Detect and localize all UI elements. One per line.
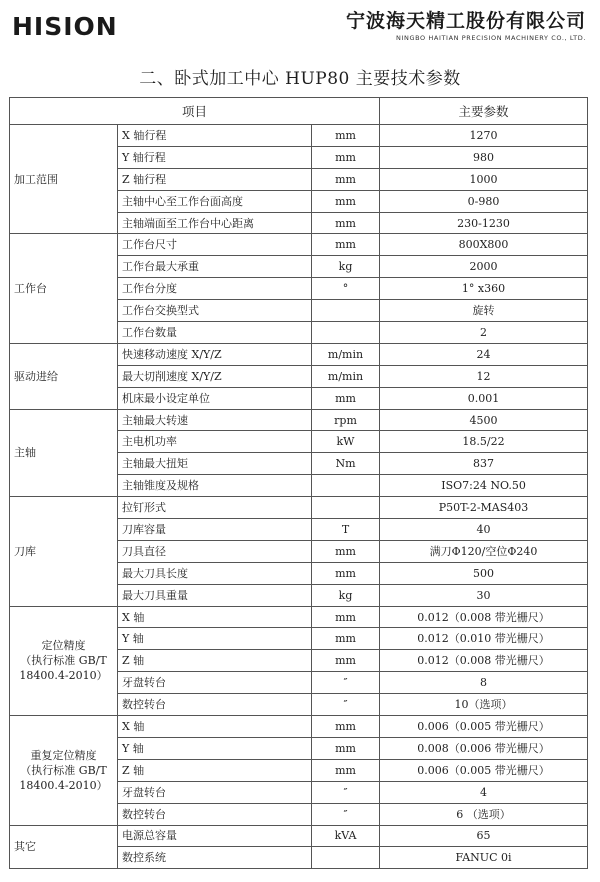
cell-unit: mm bbox=[312, 540, 380, 562]
group-label bbox=[10, 716, 118, 825]
cell-item: 电源总容量 bbox=[118, 825, 312, 847]
group-name: 加工范围 bbox=[14, 172, 58, 186]
cell-value: FANUC 0i bbox=[380, 847, 588, 869]
cell-item: 牙盘转台 bbox=[118, 672, 312, 694]
spec-table bbox=[9, 97, 588, 869]
cell-value: 2000 bbox=[380, 256, 588, 278]
group-name: 主轴 bbox=[14, 446, 36, 460]
cell-unit bbox=[312, 322, 380, 344]
table-row bbox=[10, 606, 588, 628]
group-label bbox=[10, 125, 118, 234]
cell-value: 500 bbox=[380, 562, 588, 584]
cell-value: 0.012（0.010 带光栅尺） bbox=[380, 628, 588, 650]
cell-value: 1270 bbox=[380, 125, 588, 147]
company-name-en: NINGBO HAITIAN PRECISION MACHINERY CO., LTD. bbox=[396, 34, 586, 42]
cell-value: 24 bbox=[380, 343, 588, 365]
cell-value: 230-1230 bbox=[380, 212, 588, 234]
group-name: 工作台 bbox=[14, 282, 47, 296]
group-standard-line1: （执行标准 GB/T bbox=[20, 763, 107, 777]
cell-value: 30 bbox=[380, 584, 588, 606]
cell-item: 主电机功率 bbox=[118, 431, 312, 453]
cell-unit: ″ bbox=[312, 672, 380, 694]
group-name: 驱动进给 bbox=[14, 369, 58, 383]
cell-value: 0.012（0.008 带光栅尺） bbox=[380, 650, 588, 672]
cell-item: Z 轴 bbox=[118, 759, 312, 781]
table-header-row bbox=[10, 98, 588, 125]
cell-value: 40 bbox=[380, 519, 588, 541]
cell-value: 800X800 bbox=[380, 234, 588, 256]
group-label bbox=[10, 606, 118, 715]
cell-item: Y 轴行程 bbox=[118, 146, 312, 168]
group-standard-line2: 18400.4-2010） bbox=[19, 669, 108, 683]
cell-value: 满刀Φ120/空位Φ240 bbox=[380, 540, 588, 562]
cell-unit: m/min bbox=[312, 343, 380, 365]
cell-item: 数控转台 bbox=[118, 803, 312, 825]
group-label bbox=[10, 409, 118, 497]
cell-value: 1000 bbox=[380, 168, 588, 190]
company-block bbox=[346, 6, 586, 42]
cell-unit: mm bbox=[312, 125, 380, 147]
cell-unit bbox=[312, 847, 380, 869]
cell-unit: mm bbox=[312, 387, 380, 409]
header-params: 主要参数 bbox=[380, 98, 588, 125]
page-title: 二、卧式加工中心 HUP80 主要技术参数 bbox=[139, 69, 461, 89]
cell-item: 牙盘转台 bbox=[118, 781, 312, 803]
company-name-cn: 宁波海天精工股份有限公司 bbox=[345, 10, 586, 32]
cell-item: 工作台尺寸 bbox=[118, 234, 312, 256]
cell-item: 拉钉形式 bbox=[118, 497, 312, 519]
cell-item: 工作台最大承重 bbox=[118, 256, 312, 278]
cell-value: 4 bbox=[380, 781, 588, 803]
cell-item: Y 轴 bbox=[118, 628, 312, 650]
cell-value: 0.006（0.005 带光栅尺） bbox=[380, 716, 588, 738]
cell-unit bbox=[312, 300, 380, 322]
cell-item: 最大切削速度 X/Y/Z bbox=[118, 365, 312, 387]
cell-item: 主轴锥度及规格 bbox=[118, 475, 312, 497]
cell-value: 6 （选项） bbox=[380, 803, 588, 825]
cell-item: 主轴端面至工作台中心距离 bbox=[118, 212, 312, 234]
cell-item: 工作台数量 bbox=[118, 322, 312, 344]
cell-value: ISO7:24 NO.50 bbox=[380, 475, 588, 497]
cell-item: 机床最小设定单位 bbox=[118, 387, 312, 409]
cell-item: 刀具直径 bbox=[118, 540, 312, 562]
group-label bbox=[10, 825, 118, 869]
cell-unit: mm bbox=[312, 650, 380, 672]
cell-item: X 轴 bbox=[118, 606, 312, 628]
cell-unit: mm bbox=[312, 562, 380, 584]
cell-unit: mm bbox=[312, 759, 380, 781]
spec-table-body bbox=[10, 125, 588, 869]
group-name: 其它 bbox=[14, 840, 36, 854]
cell-item: 数控系统 bbox=[118, 847, 312, 869]
cell-unit: mm bbox=[312, 737, 380, 759]
cell-item: 最大刀具重量 bbox=[118, 584, 312, 606]
group-standard-line2: 18400.4-2010） bbox=[19, 778, 108, 792]
cell-item: X 轴行程 bbox=[118, 125, 312, 147]
hision-logo bbox=[12, 12, 118, 41]
cell-value: 0-980 bbox=[380, 190, 588, 212]
cell-unit: T bbox=[312, 519, 380, 541]
cell-value: 0.001 bbox=[380, 387, 588, 409]
page-header bbox=[0, 0, 600, 50]
cell-unit: mm bbox=[312, 234, 380, 256]
cell-unit: mm bbox=[312, 716, 380, 738]
cell-value: 2 bbox=[380, 322, 588, 344]
cell-value: P50T-2-MAS403 bbox=[380, 497, 588, 519]
cell-item: 工作台分度 bbox=[118, 278, 312, 300]
cell-unit: kW bbox=[312, 431, 380, 453]
cell-unit: ″ bbox=[312, 803, 380, 825]
cell-item: 数控转台 bbox=[118, 694, 312, 716]
cell-value: 1° x360 bbox=[380, 278, 588, 300]
logo-text: HISION bbox=[12, 12, 118, 41]
table-row bbox=[10, 825, 588, 847]
cell-value: 8 bbox=[380, 672, 588, 694]
cell-unit: Nm bbox=[312, 453, 380, 475]
cell-unit bbox=[312, 497, 380, 519]
cell-item: Y 轴 bbox=[118, 737, 312, 759]
cell-item: 工作台交换型式 bbox=[118, 300, 312, 322]
cell-item: 最大刀具长度 bbox=[118, 562, 312, 584]
cell-item: 主轴最大扭矩 bbox=[118, 453, 312, 475]
cell-value: 0.008（0.006 带光栅尺） bbox=[380, 737, 588, 759]
cell-item: 快速移动速度 X/Y/Z bbox=[118, 343, 312, 365]
group-label bbox=[10, 234, 118, 343]
cell-item: 主轴最大转速 bbox=[118, 409, 312, 431]
cell-item: 主轴中心至工作台面高度 bbox=[118, 190, 312, 212]
cell-value: 18.5/22 bbox=[380, 431, 588, 453]
cell-value: 837 bbox=[380, 453, 588, 475]
cell-unit: ″ bbox=[312, 781, 380, 803]
cell-value: 65 bbox=[380, 825, 588, 847]
cell-unit: kg bbox=[312, 256, 380, 278]
cell-value: 980 bbox=[380, 146, 588, 168]
cell-unit: kVA bbox=[312, 825, 380, 847]
group-label bbox=[10, 343, 118, 409]
group-name: 定位精度 bbox=[41, 639, 86, 653]
cell-unit bbox=[312, 475, 380, 497]
cell-item: X 轴 bbox=[118, 716, 312, 738]
cell-value: 0.006（0.005 带光栅尺） bbox=[380, 759, 588, 781]
cell-unit: mm bbox=[312, 190, 380, 212]
cell-value: 12 bbox=[380, 365, 588, 387]
cell-unit: ″ bbox=[312, 694, 380, 716]
group-name: 重复定位精度 bbox=[30, 748, 97, 762]
table-row bbox=[10, 409, 588, 431]
cell-value: 0.012（0.008 带光栅尺） bbox=[380, 606, 588, 628]
group-label bbox=[10, 497, 118, 606]
cell-unit: mm bbox=[312, 628, 380, 650]
cell-unit: ° bbox=[312, 278, 380, 300]
cell-unit: mm bbox=[312, 212, 380, 234]
table-row bbox=[10, 234, 588, 256]
cell-value: 旋转 bbox=[380, 300, 588, 322]
cell-value: 10（选项） bbox=[380, 694, 588, 716]
header-item: 项目 bbox=[10, 98, 380, 125]
cell-value: 4500 bbox=[380, 409, 588, 431]
cell-item: Z 轴 bbox=[118, 650, 312, 672]
cell-unit: kg bbox=[312, 584, 380, 606]
table-row bbox=[10, 343, 588, 365]
cell-unit: mm bbox=[312, 168, 380, 190]
cell-unit: mm bbox=[312, 146, 380, 168]
cell-unit: rpm bbox=[312, 409, 380, 431]
table-row bbox=[10, 125, 588, 147]
table-row bbox=[10, 497, 588, 519]
cell-unit: mm bbox=[312, 606, 380, 628]
cell-item: Z 轴行程 bbox=[118, 168, 312, 190]
cell-unit: m/min bbox=[312, 365, 380, 387]
group-name: 刀库 bbox=[14, 544, 36, 558]
group-standard-line1: （执行标准 GB/T bbox=[20, 654, 107, 668]
table-row bbox=[10, 716, 588, 738]
cell-item: 刀库容量 bbox=[118, 519, 312, 541]
